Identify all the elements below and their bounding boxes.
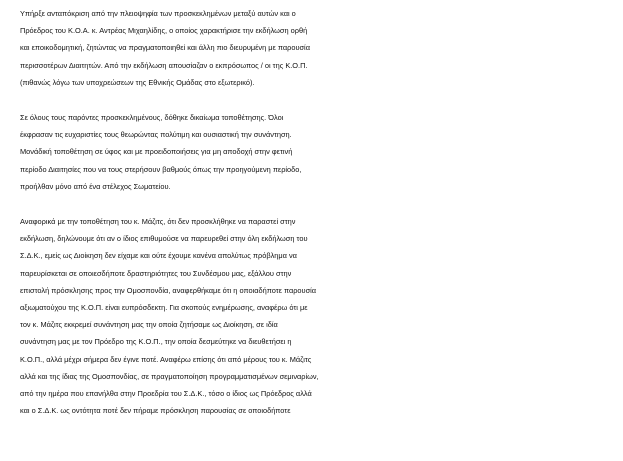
text-line: περίοδο Διαιτησίες που να τους στερήσουν βαθμούς όπως την προηγούμενη περίοδο, (20, 164, 302, 174)
text-line: Μονάδική τοποθέτηση σε ύφος και με προειδοποιήσεις για μη αποδοχή στην φετινή (20, 147, 293, 157)
text-line: Σ.Δ.Κ., εμείς ως Διοίκηση δεν είχαμε και ούτε έχουμε κανένα απολύτως πρόβλημα να (20, 251, 297, 261)
text-line: έκφρασαν τις ευχαριστίες τους θεωρώντας πολύτιμη και ουσιαστική την συνάντηση. (20, 130, 292, 140)
paragraph-attendance (20, 5, 623, 91)
text-line: (πιθανώς λόγω των υποχρεώσεων της Εθνικής Ομάδας στο εξωτερικό). (20, 77, 255, 87)
text-line: περισσοτέρων Διαιτητών. Από την εκδήλωση απουσίαζαν ο εκπρόσωπος / οι της Κ.Ο.Π. (20, 60, 308, 70)
text-line: Σε όλους τους παρόντες προσκεκλημένους, δόθηκε δικαίωμα τοποθέτησης. Όλοι (20, 113, 284, 123)
text-line: προήλθαν μόνο από ένα στέλεχος Σωματείου. (20, 181, 171, 191)
text-line: επιστολή πρόσκλησης προς την Ομοσπονδία, αναφερθήκαμε ότι η οποιαδήποτε παρουσία (20, 285, 317, 295)
text-line: Υπήρξε ανταπόκριση από την πλειοψηφία των προσκεκλημένων μεταξύ αυτών και ο (20, 9, 296, 18)
text-line: παρευρίσκεται σε οποιεσδήποτε δραστηριότητες του Συνδέσμου μας, εξάλλου στην (20, 268, 292, 278)
text-line: συνάντηση μας με τον Πρόεδρο της Κ.Ο.Π., την οποία δεσμεύτηκε να διευθετήσει η (20, 337, 292, 347)
text-line: από την ημέρα που επανήλθα στην Προεδρία του Σ.Δ.Κ., τόσο ο ίδιος ως Πρόεδρος αλλά (20, 389, 312, 399)
text-line: Πρόεδρος του Κ.Ο.Α. κ. Αντρέας Μιχαηλίδης, ο οποίος χαρακτήρισε την εκδήλωση ορθή (20, 26, 308, 36)
text-line: εκδήλωση, δηλώνουμε ότι αν ο ίδιος επιθυμούσε να παρευρεθεί στην όλη εκδήλωση του (20, 234, 308, 244)
paragraph-mazits-response (20, 213, 623, 419)
paragraph-statements (20, 109, 623, 195)
text-line: αξιωματούχου της Κ.Ο.Π. είναι ευπρόσδεκτη. Για σκοπούς ενημέρωσης, αναφέρω ότι με (20, 303, 308, 313)
text-line: τον κ. Μάζιτς εκκρεμεί συνάντηση μας την οποία ζητήσαμε ως Διοίκηση, σε ιδία (20, 320, 278, 330)
text-line: και ο Σ.Δ.Κ. ως οντότητα ποτέ δεν πήραμε πρόσκληση παρουσίας σε οποιοδήποτε (20, 406, 291, 416)
text-line: και εποικοδομητική, ζητώντας να πραγματοποιηθεί και άλλη πιο διευρυμένη με παρουσία (20, 43, 310, 53)
text-line: Κ.Ο.Π., αλλά μέχρι σήμερα δεν έγινε ποτέ. Αναφέρω επίσης ότι από μέρους του κ. Μάζιτς (20, 354, 312, 364)
text-line: Αναφορικά με την τοποθέτηση του κ. Μάζιτς, ότι δεν προσκλήθηκε να παραστεί στην (20, 217, 296, 227)
text-line: αλλά και της ίδιας της Ομοσπονδίας, σε πραγματοποίηση προγραμματισμένων σεμιναρίων, (20, 371, 319, 381)
